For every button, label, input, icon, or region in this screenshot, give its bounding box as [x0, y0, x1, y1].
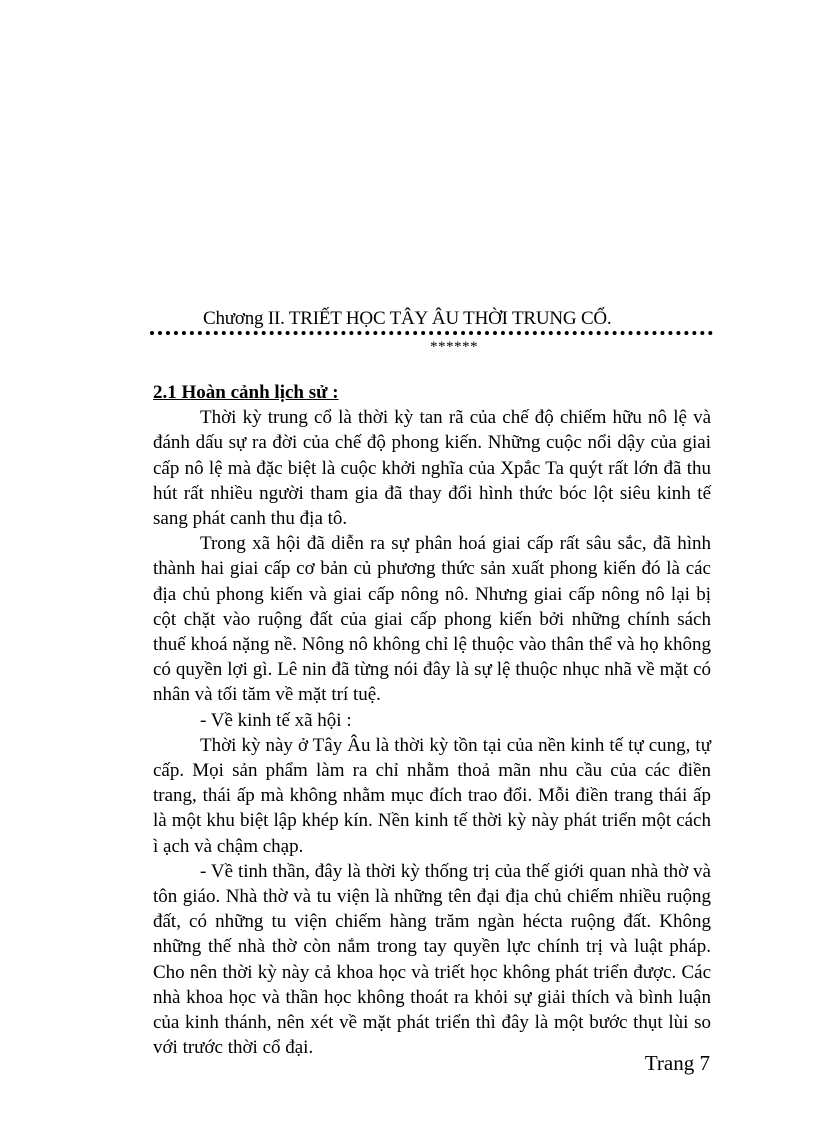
paragraph-class-division: Trong xã hội đã diễn ra sự phân hoá giai cấp rất sâu sắc, đã hình thành hai giai cấp cơ bản củ phương thức sản xuất phong kiến đó là các địa chủ phong kiến và giai cấp nông nô. Nhưng giai cấp nông nô lại bị cột chặt vào ruộng đất của giai cấp phong kiến bởi những chính sách thuế khoá nặng nề. Nông nô không chỉ lệ thuộc vào thân thể và họ không có quyền lợi gì. Lê nin đã từng nói đây là sự lệ thuộc nhục nhã về mặt có nhân và tối tăm về mặt trí tuệ.: [153, 533, 711, 706]
chapter-title: Chương II. TRIẾT HỌC TÂY ÂU THỜI TRUNG CỔ.: [203, 308, 612, 329]
paragraph-historical-context: Thời kỳ trung cổ là thời kỳ tan rã của chế độ chiếm hữu nô lệ và đánh dấu sự ra đời của chế độ phong kiến. Những cuộc nổi dậy của giai cấp nô lệ mà đặc biệt là cuộc khởi nghĩa của Xpắc Ta quýt rất lớn đã thu hút rất nhiều người tham gia đã thay đổi hình thức bóc lột siêu kinh tế sang phát canh thu địa tô.: [153, 407, 711, 530]
section-body: [153, 380, 711, 1060]
page-number: Trang 7: [644, 1051, 710, 1075]
section-heading: 2.1 Hoàn cảnh lịch sử :: [153, 382, 339, 403]
paragraph-spiritual: - Về tinh thần, đây là thời kỳ thống trị của thế giới quan nhà thờ và tôn giáo. Nhà thờ và tu viện là những tên đại địa chủ chiếm nhiều ruộng đất, có những tu viện chiếm hàng trăm ngàn hécta ruộng đất. Không những thế nhà thờ còn nắm trong tay quyền lực chính trị và luật pháp. Cho nên thời kỳ này cả khoa học và triết học không phát triển được. Các nhà khoa học và thần học không thoát ra khỏi sự giải thích và bình luận của kinh thánh, nên xét về mặt phát triển thì đây là một bước thụt lùi so với trước thời cổ đại.: [153, 860, 711, 1059]
chapter-stars: ******: [430, 339, 478, 355]
dotted-rule: [150, 331, 713, 335]
subheading-economy-society: - Về kinh tế xã hội :: [200, 709, 352, 731]
paragraph-economy: Thời kỳ này ở Tây Âu là thời kỳ tồn tại của nền kinh tế tự cung, tự cấp. Mọi sản phẩm làm ra chỉ nhằm thoả mãn nhu cầu của các điền trang, thái ấp mà không nhằm mục đích trao đổi. Mỗi điền trang thái ấp là một khu biệt lập khép kín. Nền kinh tế thời kỳ này phát triển một cách ì ạch và chậm chạp.: [153, 734, 711, 857]
